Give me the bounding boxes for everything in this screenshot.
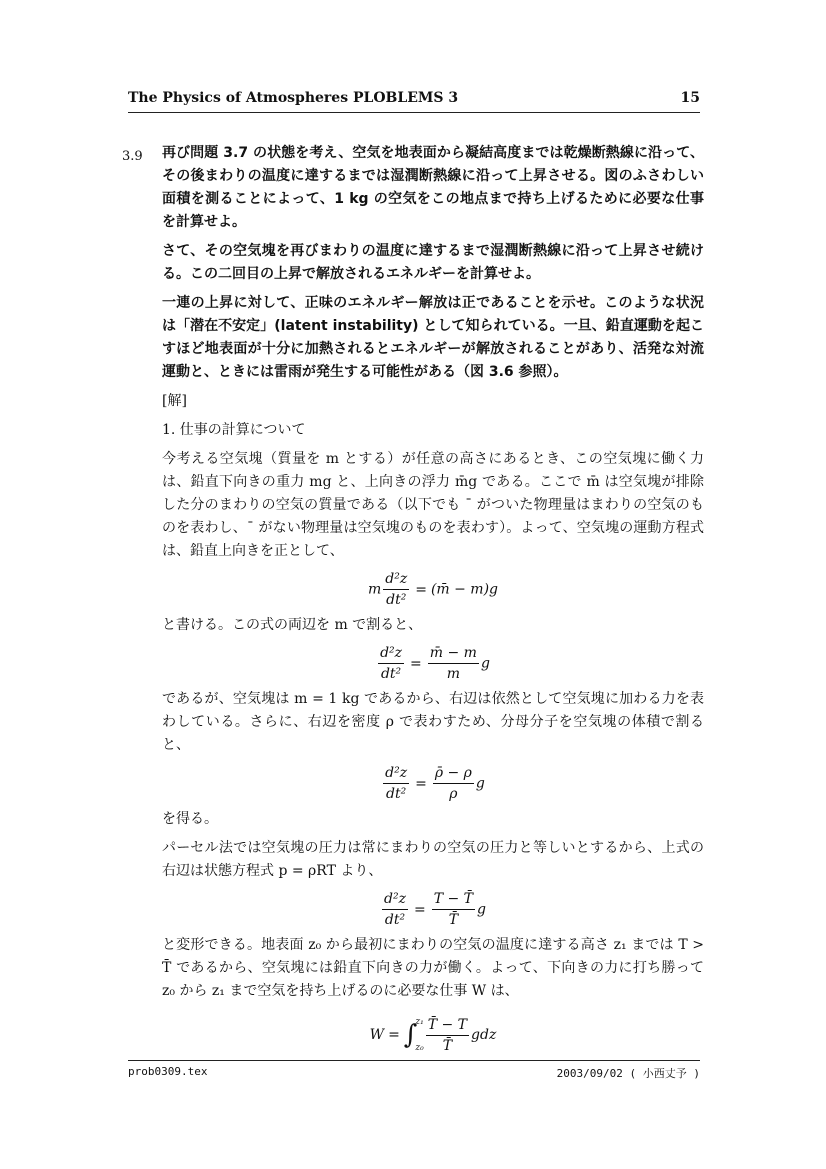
problem-statement	[162, 142, 704, 384]
problem-paragraph-1: 再び問題 3.7 の状態を考え、空気を地表面から凝結高度までは乾燥断熱線に沿って、その後まわりの温度に達するまでは湿潤断熱線に沿って上昇させる。図のふさわしい面積を測ることによって、1 kg の空気をこの地点まで持ち上げるために必要な仕事を計算せよ。	[162, 145, 704, 230]
equation-5: W = ∫ z₁ z₀ $\frac{T̄ - T}{T̄}$ gdz	[369, 1016, 497, 1054]
section-heading: 1. 仕事の計算について	[162, 422, 306, 438]
integral-sign: ∫	[403, 1020, 418, 1050]
solution-paragraph-5: パーセル法では空気塊の圧力は常にまわりの空気の圧力と等しいとするから、上式の右辺は状態方程式 p = ρRT より、	[162, 840, 704, 879]
page-header	[128, 88, 700, 110]
equation-4: $\frac{\text{d²z}}{\text{dt²}}$ = $\frac{T - T̄}{T̄}$ g	[384, 891, 486, 928]
solution-paragraph-1: 今考える空気塊（質量を m とする）が任意の高さにあるとき、この空気塊に働く力は、鉛直下向きの重力 mg と、上向きの浮力 m̄g である。ここで m̄ は空気塊が排除した分のまわりの空気の質量である（以下でも ¯ がついた物理量はまわりの空気のものを表わし、¯ がない物理量は空気塊のものを表わす）。よって、空気塊の運動方程式は、鉛直上向きを正として、	[162, 451, 704, 559]
solution-paragraph-6: と変形できる。地表面 z₀ から最初にまわりの空気の温度に達する高さ z₁ までは T > T̄ であるから、空気塊には鉛直下向きの力が働く。よって、下向きの力に打ち勝って z₀ から z₁ まで空気を持ち上げるのに必要な仕事 W は、	[162, 937, 704, 999]
page-number: 15	[680, 90, 700, 106]
source-filename: prob0309.tex	[128, 1065, 208, 1078]
footer-rule	[128, 1060, 700, 1061]
solution-paragraph-2: と書ける。この式の両辺を m で割ると、	[162, 617, 423, 633]
problem-paragraph-2: さて、その空気塊を再びまわりの温度に達するまで湿潤断熱線に沿って上昇させ続ける。この二回目の上昇で解放されるエネルギーを計算せよ。	[162, 243, 704, 282]
running-title: The Physics of Atmospheres PLOBLEMS 3	[128, 90, 459, 106]
page-footer	[128, 1065, 700, 1081]
solution-paragraph-4: を得る。	[162, 811, 218, 827]
equation-1: m $\frac{\text{d²z}}{\text{dt²}}$ = (m̄ − m)g	[367, 571, 499, 608]
equation-2: $\frac{\text{d²z}}{\text{dt²}}$ = $\frac{m̄ - m}{m}$ g	[380, 645, 490, 682]
solution-paragraph-3: であるが、空気塊は m = 1 kg であるから、右辺は依然として空気塊に加わる力を表わしている。さらに、右辺を密度 ρ で表わすため、分母分子を空気塊の体積で割ると、	[162, 691, 704, 753]
problem-paragraph-3: 一連の上昇に対して、正味のエネルギー解放は正であることを示せ。このような状況は「潜在不安定」(latent instability) として知られている。一旦、鉛直運動を起こすほど地表面が十分に加熱されるとエネルギーが解放されることがあり、活発な対流運動と、ときには雷雨が発生する可能性がある（図 3.6 参照）。	[162, 295, 704, 380]
solution-label: [解]	[162, 393, 187, 409]
page-body	[122, 142, 704, 1065]
footer-date-author: 2003/09/02 ( 小西丈予 )	[556, 1067, 700, 1080]
equation-3: $\frac{\text{d²z}}{\text{dt²}}$ = $\frac{\rhō - \rho}{\rho}$ g	[385, 765, 485, 802]
solution	[162, 390, 704, 1061]
header-rule	[128, 112, 700, 113]
problem-number: 3.9	[122, 149, 143, 164]
